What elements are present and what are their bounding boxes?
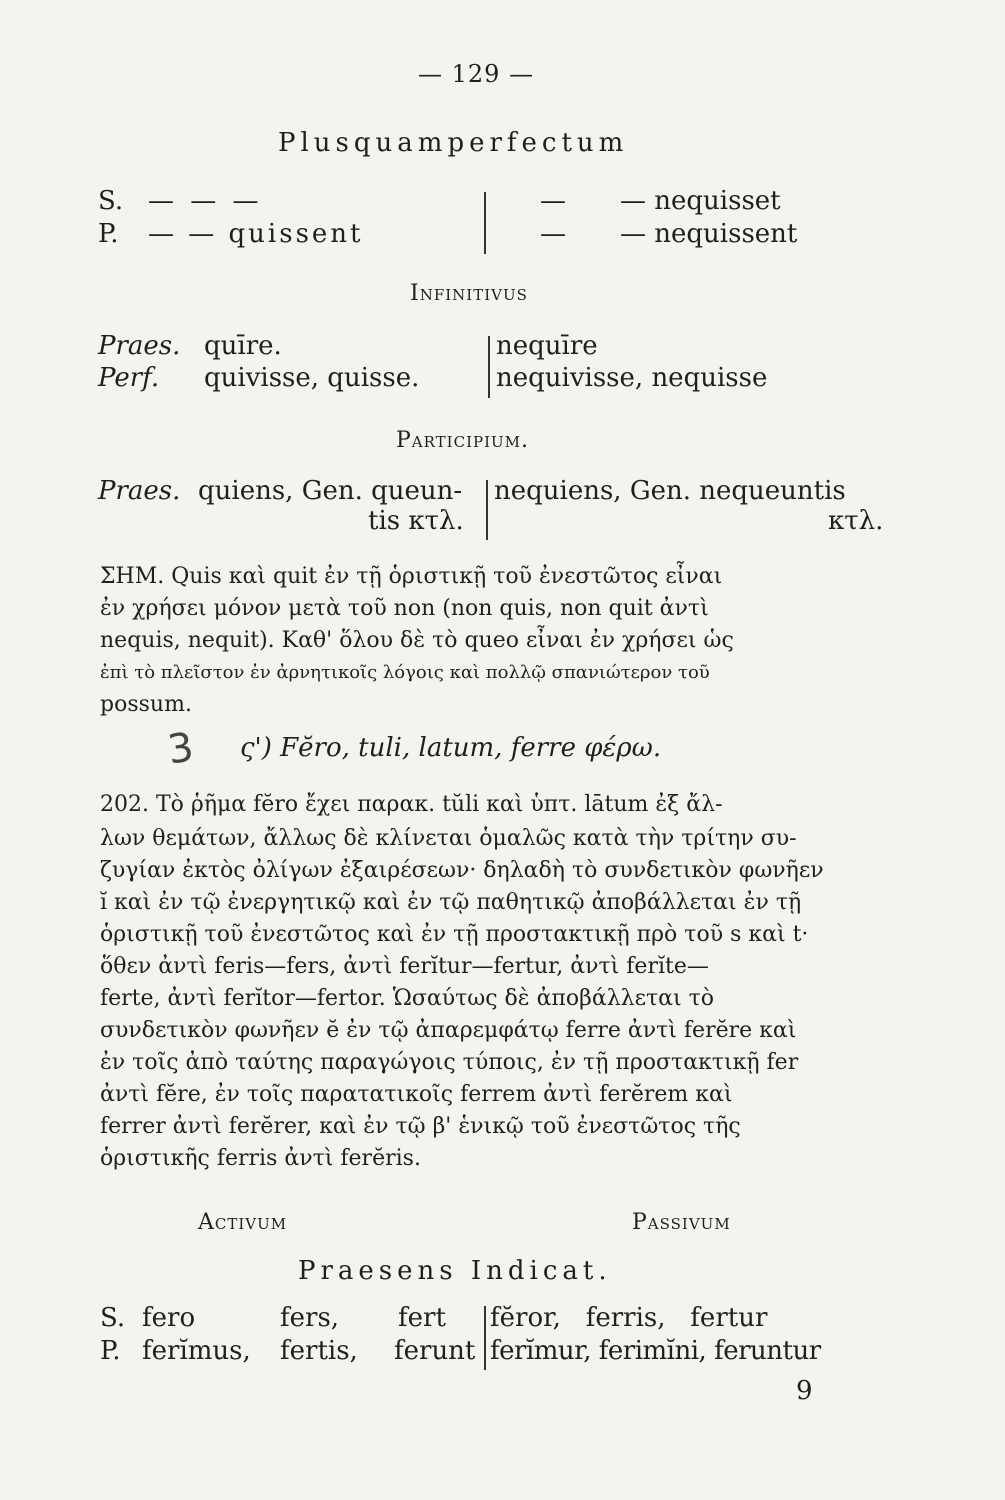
- note-line-1: ΣΗΜ. Quis καὶ quit ἐν τῇ ὁριστικῇ τοῦ ἐνεστῶτος εἶναι: [100, 564, 723, 589]
- note-line-5: possum.: [100, 692, 192, 717]
- infinitivus-perf-label: Perf.: [98, 363, 160, 393]
- activum-label: Activum: [198, 1210, 288, 1235]
- praesens-s-active-2: fers,: [280, 1303, 340, 1333]
- page-number: — 129 —: [418, 60, 535, 88]
- praesens-s-active-1: fero: [142, 1303, 196, 1333]
- note-line-2: ἐν χρήσει μόνον μετὰ τοῦ non (non quis, non quit ἀντὶ: [100, 596, 709, 621]
- praesens-title: Praesens Indicat.: [298, 1256, 612, 1286]
- column-divider: [486, 480, 488, 540]
- infinitivus-praes-left: quīre.: [204, 331, 282, 361]
- plusquam-p-right: — nequissent: [620, 219, 798, 249]
- column-divider: [484, 1306, 486, 1370]
- paragraph-line-7: ferte, ἀντὶ ferĭtor—fertor. Ὡσαύτως δὲ ἀποβάλλεται τὸ: [100, 986, 715, 1011]
- paragraph-line-5: ὁριστικῇ τοῦ ἐνεστῶτος καὶ ἐν τῇ προστακτικῇ πρὸ τοῦ s καὶ t·: [100, 922, 809, 947]
- praesens-p-passive: ferĭmur, ferimĭni, feruntur: [490, 1336, 821, 1366]
- paragraph-line-9: ἐν τοῖς ἀπὸ ταύτης παραγώγοις τύποις, ἐν τῇ προστακτικῇ fer: [100, 1050, 799, 1075]
- infinitivus-title: Infinitivus: [410, 281, 528, 306]
- participium-left-line2: tis κτλ.: [368, 506, 464, 536]
- participium-left-line1: quiens, Gen. queun-: [198, 476, 463, 506]
- plusquam-s-right-dash: —: [540, 186, 566, 216]
- paragraph-line-1: 202. Τὸ ῥῆμα fĕro ἔχει παρακ. tŭli καὶ ὑπτ. lātum ἐξ ἄλ-: [100, 792, 723, 817]
- praesens-s-active-3: fert: [398, 1303, 446, 1333]
- paragraph-line-4: ĭ καὶ ἐν τῷ ἐνεργητικῷ καὶ ἐν τῷ παθητικῷ ἀποβάλλεται ἐν τῇ: [100, 890, 802, 915]
- passivum-label: Passivum: [632, 1210, 731, 1235]
- section-heading: ς') Fĕro, tuli, latum, ferre φέρω.: [240, 733, 662, 763]
- praesens-p-active-3: ferunt: [394, 1336, 476, 1366]
- infinitivus-praes-label: Praes.: [98, 331, 181, 361]
- plusquam-p-right-dash: —: [540, 219, 566, 249]
- signature-number: 9: [796, 1376, 813, 1406]
- paragraph-line-3: ζυγίαν ἐκτὸς ὀλίγων ἐξαιρέσεων· δηλαδὴ τὸ συνδετικὸν φωνῆεν: [100, 858, 824, 883]
- column-divider: [488, 336, 490, 398]
- paragraph-line-6: ὅθεν ἀντὶ feris—fers, ἀντὶ ferĭtur—fertur, ἀντὶ ferĭte—: [100, 954, 709, 979]
- plusquamperfectum-title: Plusquamperfectum: [278, 128, 629, 158]
- participium-praes-label: Praes.: [98, 476, 181, 506]
- participium-right-line2: κτλ.: [828, 506, 884, 536]
- participium-title: Participium.: [396, 428, 530, 453]
- paragraph-line-12: ὁριστικῆς ferris ἀντὶ ferĕris.: [100, 1146, 421, 1171]
- plusquam-p-left: — — quissent: [148, 219, 364, 249]
- infinitivus-praes-right: nequīre: [496, 331, 598, 361]
- praesens-p-label: P.: [100, 1336, 121, 1366]
- plusquam-s-label: S.: [98, 186, 124, 216]
- note-line-4: ἐπὶ τὸ πλεῖστον ἐν ἀρνητικοῖς λόγοις καὶ πολλῷ σπανιώτερον τοῦ: [100, 662, 710, 683]
- paragraph-line-2: λων θεμάτων, ἄλλως δὲ κλίνεται ὁμαλῶς κατὰ τὴν τρίτην συ-: [100, 826, 797, 851]
- paragraph-line-10: ἀντὶ fĕre, ἐν τοῖς παρατατικοῖς ferrem ἀντὶ ferĕrem καὶ: [100, 1082, 733, 1107]
- praesens-s-passive: fĕror, ferris, fertur: [490, 1303, 768, 1333]
- praesens-p-active-1: ferĭmus,: [142, 1336, 251, 1366]
- praesens-s-label: S.: [100, 1303, 126, 1333]
- note-line-3: nequis, nequit). Καθ' ὅλου δὲ τὸ queo εἶναι ἐν χρήσει ὡς: [100, 628, 734, 653]
- paragraph-line-8: συνδετικὸν φωνῆεν ĕ ἐν τῷ ἀπαρεμφάτῳ ferre ἀντὶ ferĕre καὶ: [100, 1018, 797, 1043]
- plusquam-s-left: — — —: [148, 186, 263, 216]
- paragraph-line-11: ferrer ἀντὶ ferĕrer, καὶ ἐν τῷ β' ἑνικῷ τοῦ ἐνεστῶτος τῆς: [100, 1114, 741, 1139]
- marginal-pencil-mark: 3: [164, 724, 197, 774]
- infinitivus-perf-left: quivisse, quisse.: [204, 363, 420, 393]
- plusquam-p-label: P.: [98, 219, 119, 249]
- plusquam-s-right: — nequisset: [620, 186, 781, 216]
- infinitivus-perf-right: nequivisse, nequisse: [496, 363, 768, 393]
- column-divider: [484, 192, 486, 254]
- praesens-p-active-2: fertis,: [280, 1336, 358, 1366]
- participium-right-line1: nequiens, Gen. nequeuntis: [494, 476, 846, 506]
